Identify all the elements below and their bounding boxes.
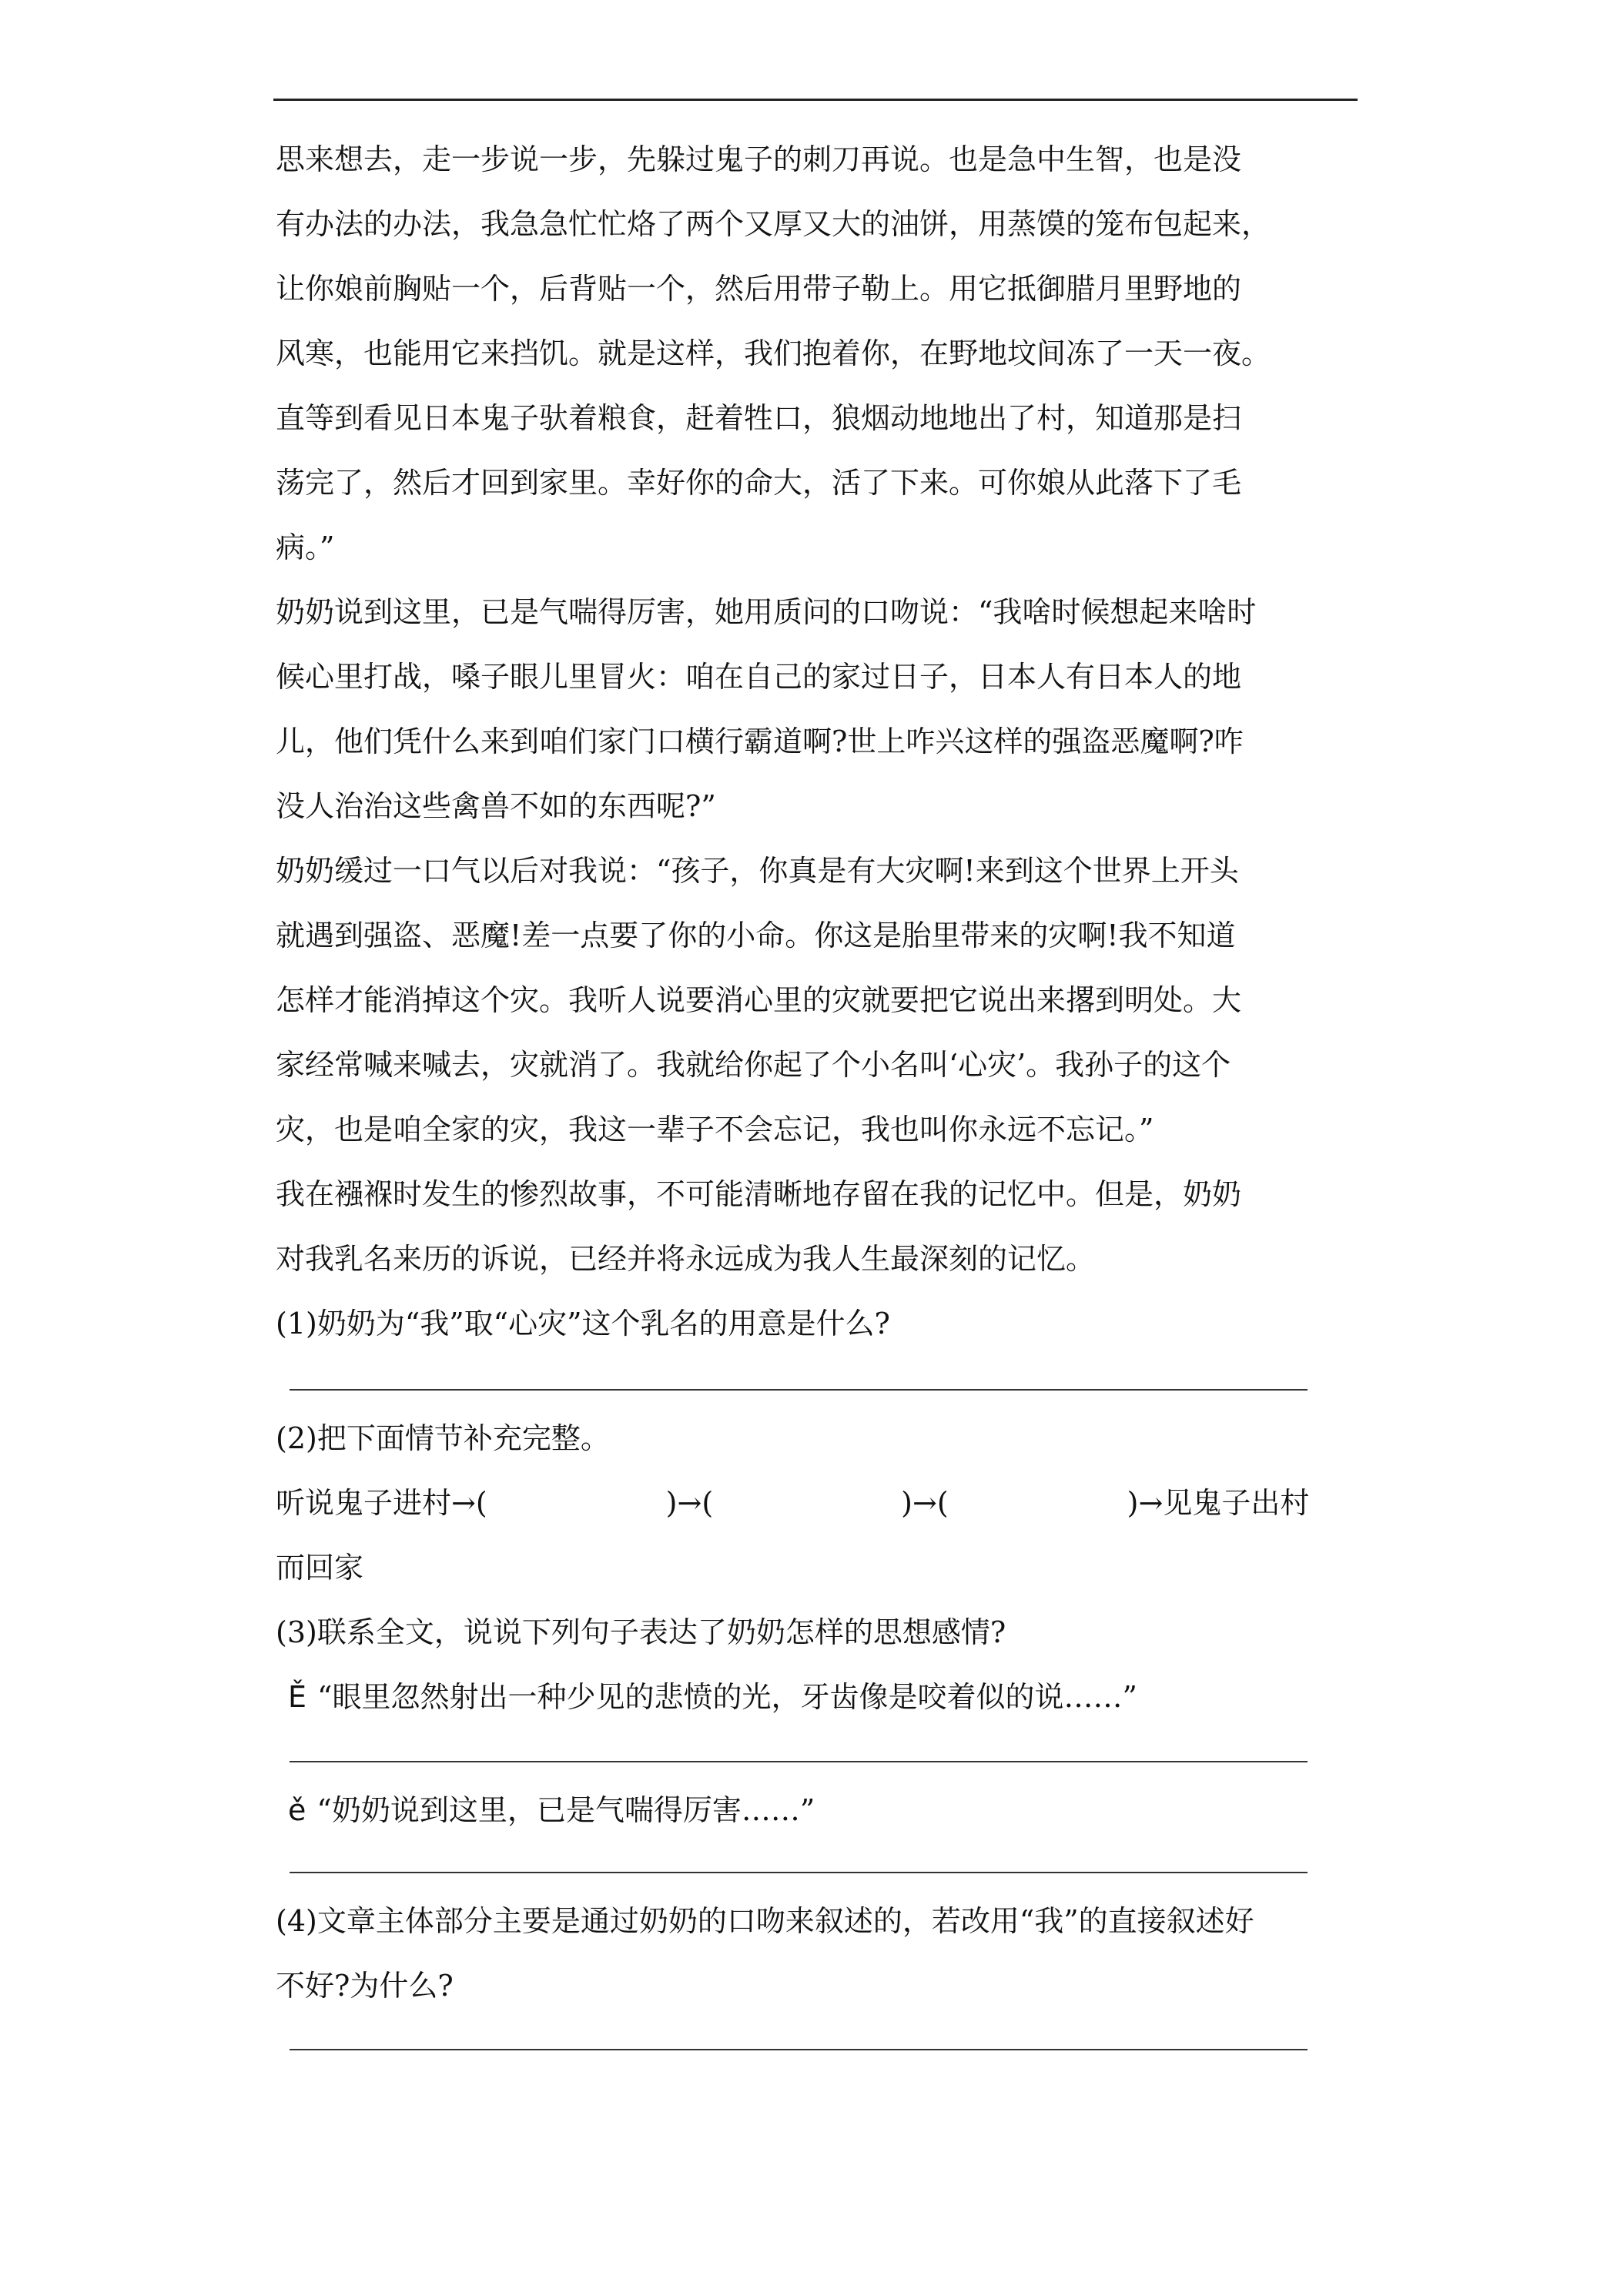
plot-separator: )→( xyxy=(665,1486,714,1520)
question-2: (2)把下面情节补充完整。 xyxy=(276,1421,610,1455)
passage xyxy=(276,127,1361,1291)
question-4: (4)文章主体部分主要是通过奶奶的口吻来叙述的，若改用“我”的直接叙述好 xyxy=(276,1904,1254,1938)
question-3: (3)联系全文，说说下列句子表达了奶奶怎样的思想感情? xyxy=(276,1615,1006,1649)
passage-line: 我在襁褓时发生的惨烈故事，不可能清晰地存留在我的记忆中。但是，奶奶 xyxy=(276,1177,1242,1211)
passage-line: 有办法的办法，我急急忙忙烙了两个又厚又大的油饼，用蒸馍的笼布包起来， xyxy=(276,207,1271,241)
passage-line: 儿，他们凭什么来到咱们家门口横行霸道啊?世上咋兴这样的强盗恶魔啊?咋 xyxy=(276,725,1244,758)
question-3b-text: “奶奶说到这里，已是气喘得厉害……” xyxy=(316,1793,815,1827)
passage-line: 奶奶缓过一口气以后对我说：“孩子，你真是有大灾啊!来到这个世界上开头 xyxy=(276,854,1239,888)
answer-line-3a[interactable] xyxy=(290,1761,1308,1762)
answer-line-3b[interactable] xyxy=(290,1872,1308,1873)
plot-sequence xyxy=(276,1471,1361,1535)
item-marker: ě xyxy=(288,1793,306,1827)
question-3a-text: “眼里忽然射出一种少见的悲愤的光，牙齿像是咬着似的说……” xyxy=(317,1680,1137,1714)
passage-line: 风寒，也能用它来挡饥。就是这样，我们抱着你，在野地坟间冻了一天一夜。 xyxy=(276,336,1271,370)
plot-separator: )→( xyxy=(901,1486,949,1520)
passage-line: 思来想去，走一步说一步，先躲过鬼子的刺刀再说。也是急中生智，也是没 xyxy=(276,142,1242,176)
page-content xyxy=(276,127,1361,2050)
item-marker: Ě xyxy=(288,1680,307,1714)
passage-line: 让你娘前胸贴一个，后背贴一个，然后用带子勒上。用它抵御腊月里野地的 xyxy=(276,272,1242,306)
passage-line: 荡完了，然后才回到家里。幸好你的命大，活了下来。可你娘从此落下了毛 xyxy=(276,466,1242,500)
question-1: (1)奶奶为“我”取“心灾”这个乳名的用意是什么? xyxy=(276,1307,890,1340)
passage-line: 家经常喊来喊去，灾就消了。我就给你起了个小名叫‘心灾’。我孙子的这个 xyxy=(276,1048,1231,1082)
answer-line-4[interactable] xyxy=(290,2049,1308,2050)
passage-line: 对我乳名来历的诉说，已经并将永远成为我人生最深刻的记忆。 xyxy=(276,1242,1096,1276)
answer-line-1[interactable] xyxy=(290,1389,1308,1391)
plot-end: )→见鬼子出村 xyxy=(1127,1486,1310,1520)
passage-line: 就遇到强盗、恶魔!差一点要了你的小命。你这是胎里带来的灾啊!我不知道 xyxy=(276,919,1236,952)
passage-line: 病。” xyxy=(276,530,335,564)
plot-sequence-wrap: 而回家 xyxy=(276,1551,364,1585)
question-4-cont: 不好?为什么? xyxy=(276,1969,454,2003)
question-3a xyxy=(276,1665,1361,1729)
passage-line: 奶奶说到这里，已是气喘得厉害，她用质问的口吻说：“我啥时候想起来啥时 xyxy=(276,595,1257,629)
passage-line: 灾，也是咱全家的灾，我这一辈子不会忘记，我也叫你永远不忘记。” xyxy=(276,1113,1154,1146)
passage-line: 怎样才能消掉这个灾。我听人说要消心里的灾就要把它说出来撂到明处。大 xyxy=(276,983,1242,1017)
question-3b xyxy=(276,1778,1361,1842)
passage-line: 没人治治这些禽兽不如的东西呢?” xyxy=(276,789,716,823)
header-rule xyxy=(273,99,1358,101)
passage-line: 直等到看见日本鬼子驮着粮食，赶着牲口，狼烟动地地出了村，知道那是扫 xyxy=(276,401,1242,435)
passage-line: 候心里打战，嗓子眼儿里冒火：咱在自己的家过日子，日本人有日本人的地 xyxy=(276,660,1242,694)
plot-start: 听说鬼子进村→( xyxy=(276,1486,487,1520)
